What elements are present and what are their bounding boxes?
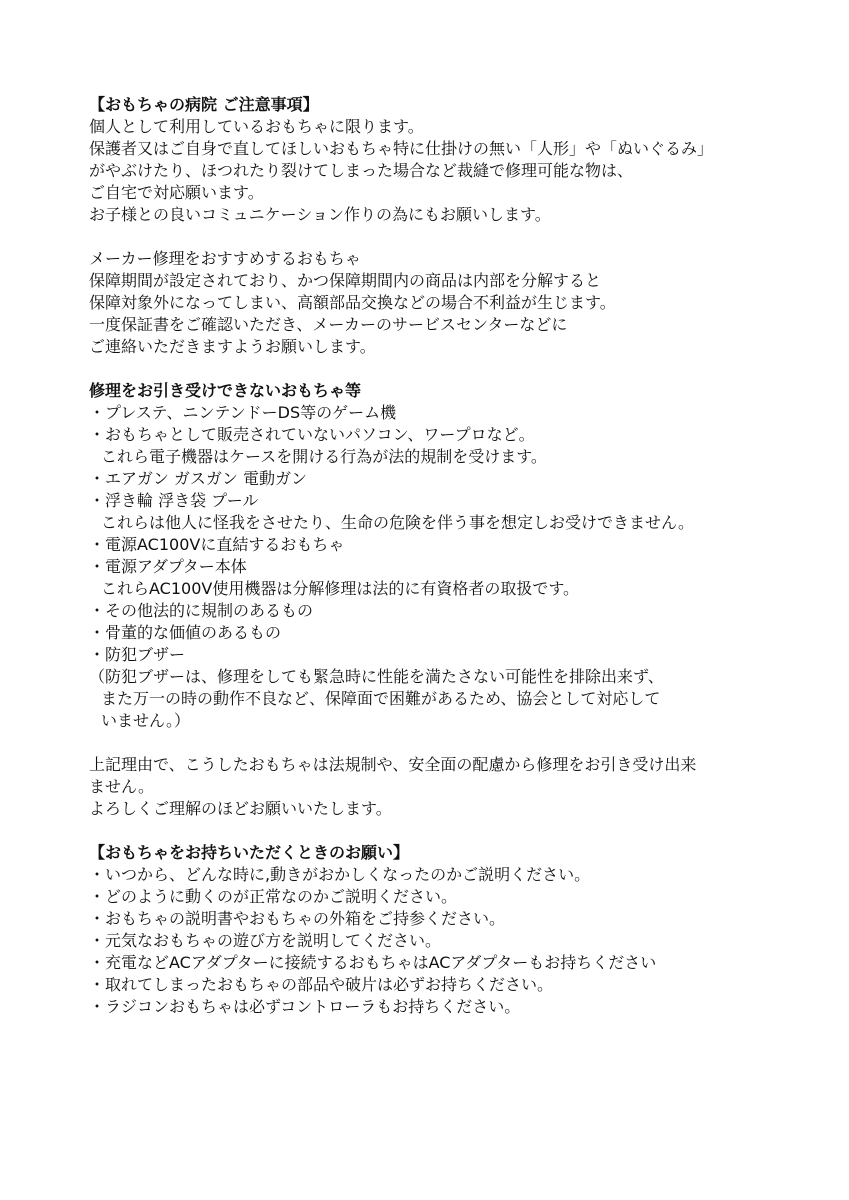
not-accepted-item: ・防犯ブザー xyxy=(89,645,186,664)
not-accepted-note: いません。） xyxy=(101,711,190,730)
notice-line: 個人として利用しているおもちゃに限ります。 xyxy=(89,117,424,136)
not-accepted-item: ・電源アダプター本体 xyxy=(89,557,247,576)
request-section xyxy=(89,842,809,1018)
manufacturer-repair-line: ご連絡いただきますようお願いします。 xyxy=(89,337,376,356)
not-accepted-item: ・エアガン ガスガン 電動ガン xyxy=(89,469,308,488)
notice-heading: 【おもちゃの病院 ご注意事項】 xyxy=(89,95,319,114)
not-accepted-item: ・おもちゃとして販売されていないパソコン、ワープロなど。 xyxy=(89,425,535,444)
request-item: ・元気なおもちゃの遊び方を説明してください。 xyxy=(89,931,442,950)
manufacturer-repair-line: 保障対象外になってしまい、高額部品交換などの場合不利益が生じます。 xyxy=(89,293,616,312)
not-accepted-heading: 修理をお引き受けできないおもちゃ等 xyxy=(89,381,362,400)
notice-section xyxy=(89,94,809,226)
spacer xyxy=(89,820,809,842)
not-accepted-note: また万一の時の動作不良など、保障面で困難があるため、協会として対応して xyxy=(101,689,661,708)
not-accepted-item: ・プレステ、ニンテンドーDS等のゲーム機 xyxy=(89,403,397,422)
not-accepted-item: ・電源AC100Vに直結するおもちゃ xyxy=(89,535,345,554)
reason-line: よろしくご理解のほどお願いいたします。 xyxy=(89,799,392,818)
not-accepted-item: ・骨董的な価値のあるもの xyxy=(89,623,282,642)
request-item: ・どのように動くのが正常なのかご説明ください。 xyxy=(89,887,458,906)
request-heading: 【おもちゃをお持ちいただくときのお願い】 xyxy=(89,843,410,862)
spacer xyxy=(89,226,809,248)
not-accepted-section xyxy=(89,380,809,732)
manufacturer-repair-line: 一度保証書をご確認いただき、メーカーのサービスセンターなどに xyxy=(89,315,568,334)
notice-line: お子様との良いコミュニケーション作りの為にもお願いします。 xyxy=(89,205,551,224)
reason-line: 上記理由で、こうしたおもちゃは法規制や、安全面の配慮から修理をお引き受け出来 xyxy=(89,755,697,774)
reason-section xyxy=(89,754,809,820)
spacer xyxy=(89,358,809,380)
document-page xyxy=(89,94,809,1018)
manufacturer-repair-section xyxy=(89,248,809,358)
reason-line: ません。 xyxy=(89,777,154,796)
not-accepted-note: これらAC100V使用機器は分解修理は法的に有資格者の取扱です。 xyxy=(101,579,580,598)
not-accepted-item: ・浮き輪 浮き袋 プール xyxy=(89,491,259,510)
notice-line: 保護者又はご自身で直してほしいおもちゃ特に仕掛けの無い「人形」や「ぬいぐるみ」 xyxy=(89,139,714,158)
request-item: ・ラジコンおもちゃは必ずコントローラもお持ちください。 xyxy=(89,997,521,1016)
not-accepted-note: （防犯ブザーは、修理をしても緊急時に性能を満たさない可能性を排除出来ず、 xyxy=(89,667,664,686)
request-item: ・いつから、どんな時に,動きがおかしくなったのかご説明ください。 xyxy=(89,865,591,884)
not-accepted-note: これらは他人に怪我をさせたり、生命の危険を伴う事を想定しお受けできません。 xyxy=(101,513,694,532)
manufacturer-repair-line: メーカー修理をおすすめするおもちゃ xyxy=(89,249,361,268)
request-item: ・おもちゃの説明書やおもちゃの外箱をご持参ください。 xyxy=(89,909,506,928)
notice-line: ご自宅で対応願います。 xyxy=(89,183,264,202)
not-accepted-note: これら電子機器はケースを開ける行為が法的規制を受けます。 xyxy=(101,447,547,466)
request-item: ・充電などACアダプターに接続するおもちゃはACアダプターもお持ちください xyxy=(89,953,657,972)
spacer xyxy=(89,732,809,754)
request-item: ・取れてしまったおもちゃの部品や破片は必ずお持ちください。 xyxy=(89,975,554,994)
manufacturer-repair-line: 保障期間が設定されており、かつ保障期間内の商品は内部を分解すると xyxy=(89,271,602,290)
notice-line: がやぶけたり、ほつれたり裂けてしまった場合など裁縫で修理可能な物は、 xyxy=(89,161,634,180)
not-accepted-item: ・その他法的に規制のあるもの xyxy=(89,601,314,620)
